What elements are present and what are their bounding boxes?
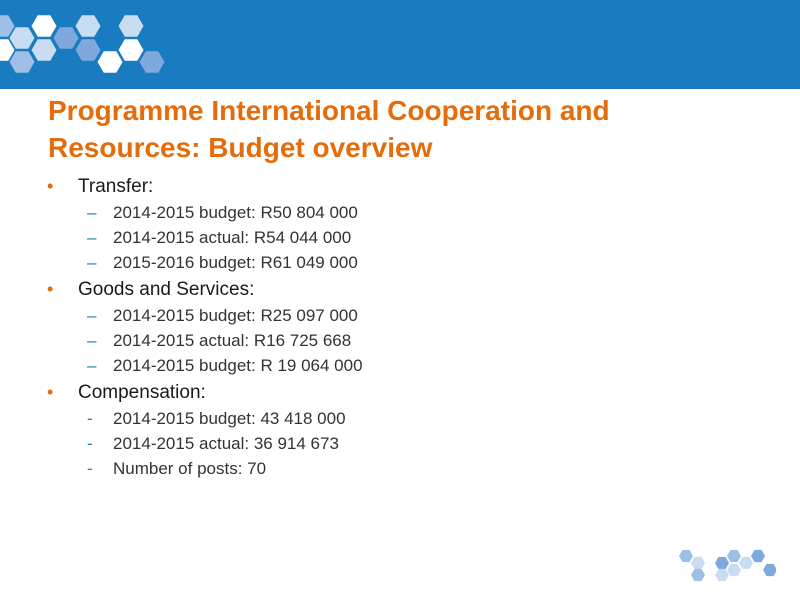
list-item [0, 253, 800, 278]
hexagon-shape [10, 27, 35, 49]
hexagon-shape [691, 569, 705, 581]
section-label: Transfer: [78, 176, 154, 197]
list-item [0, 203, 800, 228]
dash-marker: – [87, 306, 97, 325]
hexagon-shape [727, 550, 741, 562]
bullet-marker: • [47, 382, 54, 402]
dash-marker: - [87, 409, 93, 428]
list-item-text: 2014-2015 budget: 43 418 000 [113, 409, 346, 428]
hexagon-shape [54, 27, 79, 49]
budget-list [0, 175, 800, 484]
list-item-text: 2014-2015 actual: R54 044 000 [113, 228, 352, 247]
hexagon-shape [679, 550, 693, 562]
section-transfer [0, 175, 800, 203]
bullet-marker: • [47, 279, 54, 299]
dash-marker: – [87, 228, 97, 247]
hexagon-pattern-decoration [676, 544, 776, 586]
hexagon-shape [119, 39, 144, 61]
dash-marker: - [87, 459, 93, 478]
hexagon-shape [119, 15, 144, 37]
hexagon-shape [691, 557, 705, 569]
list-item [0, 228, 800, 253]
list-item-text: 2014-2015 actual: 36 914 673 [113, 434, 339, 453]
section-label: Goods and Services: [78, 279, 255, 300]
slide-title: Programme International Cooperation and Resources: Budget overview [48, 95, 610, 163]
dash-marker: – [87, 356, 97, 375]
hexagon-shape [751, 550, 765, 562]
hexagon-shape [739, 569, 753, 581]
hexagon-shape [140, 51, 165, 73]
hexagon-shape [727, 564, 741, 576]
hexagon-shape [98, 51, 123, 73]
list-item [0, 356, 800, 381]
hexagon-shape [739, 557, 753, 569]
hexagon-shape [715, 557, 729, 569]
dash-marker: - [87, 434, 93, 453]
hexagon-shape [715, 569, 729, 581]
list-item [0, 409, 800, 434]
list-item [0, 331, 800, 356]
list-item [0, 306, 800, 331]
list-item-text: 2014-2015 actual: R16 725 668 [113, 331, 352, 350]
section-goods-and-services [0, 278, 800, 306]
bullet-marker: • [47, 176, 54, 196]
hexagon-shape [10, 51, 35, 73]
list-item-text: Number of posts: 70 [113, 459, 267, 478]
section-label: Compensation: [78, 382, 206, 403]
hexagon-shape [32, 15, 57, 37]
list-item-text: 2014-2015 budget: R25 097 000 [113, 306, 358, 325]
list-item-text: 2014-2015 budget: R50 804 000 [113, 203, 358, 222]
hexagon-shape [76, 15, 101, 37]
hexagon-pattern-logo [0, 0, 180, 82]
list-item-text: 2015-2016 budget: R61 049 000 [113, 253, 358, 272]
section-compensation [0, 381, 800, 409]
dash-marker: – [87, 203, 97, 222]
dash-marker: – [87, 253, 97, 272]
hexagon-shape [32, 39, 57, 61]
list-item [0, 459, 800, 484]
hexagon-shape [76, 39, 101, 61]
hexagon-shape [763, 564, 776, 576]
list-item [0, 434, 800, 459]
hexagon-shape [703, 550, 717, 562]
dash-marker: – [87, 331, 97, 350]
list-item-text: 2014-2015 budget: R 19 064 000 [113, 356, 363, 375]
